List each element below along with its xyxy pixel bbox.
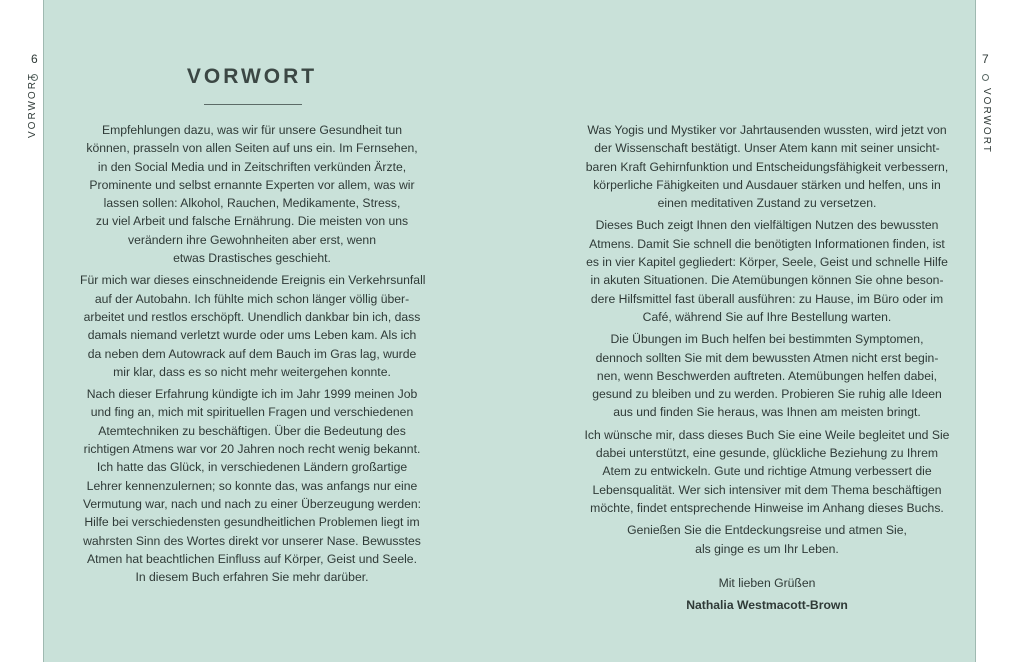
text-line: etwas Drastisches geschieht. xyxy=(173,251,331,266)
text-line: körperliche Fähigkeiten und Ausdauer stärken und helfen, uns in xyxy=(593,177,941,192)
text-line: aus und finden Sie heraus, was Ihnen am meisten bringt. xyxy=(613,405,921,420)
text-line: wahrsten Sinn des Wortes direkt vor unserer Nase. Bewusstes xyxy=(83,533,421,548)
heading-divider xyxy=(204,104,302,105)
text-line: Café, während Sie auf Ihre Bestellung warten. xyxy=(642,309,892,324)
text-line: zu viel Arbeit und falsche Ernährung. Die meisten von uns xyxy=(95,214,409,229)
paragraph xyxy=(80,121,424,267)
paragraph xyxy=(582,121,952,212)
text-line: als ginge es um Ihr Leben. xyxy=(695,541,839,556)
text-line: Lehrer kennenzulernen; so konnte das, was anfangs nur eine xyxy=(86,478,418,493)
text-line: es in vier Kapitel gegliedert: Körper, Seele, Geist und schnelle Hilfe xyxy=(586,255,948,270)
text-line: Atmen hat beachtlichen Einfluss auf Körper, Geist und Seele. xyxy=(87,551,417,566)
right-text-column xyxy=(582,121,952,614)
left-text-column xyxy=(80,121,424,590)
text-line: verändern ihre Gewohnheiten aber erst, wenn xyxy=(128,232,376,247)
paragraph xyxy=(582,330,952,421)
text-line: einen meditativen Zustand zu versetzen. xyxy=(657,196,877,211)
text-line: und fing an, mich mit spirituellen Fragen und verschiedenen xyxy=(90,405,414,420)
text-line: Genießen Sie die Entdeckungsreise und atmen Sie, xyxy=(627,523,907,538)
text-line: möchte, findet entsprechende Hinweise im Anhang dieses Buchs. xyxy=(590,500,944,515)
text-line: Atemtechniken zu beschäftigen. Über die Bedeutung des xyxy=(98,423,406,438)
side-running-head-left: VORWORT xyxy=(27,72,38,138)
text-line: Was Yogis und Mystiker vor Jahrtausenden wussten, wird jetzt von xyxy=(587,123,947,137)
side-running-head-right: VORWORT xyxy=(981,88,992,154)
text-line: können, prasseln von allen Seiten auf uns ein. Im Fernsehen, xyxy=(86,141,418,156)
text-line: in akuten Situationen. Die Atemübungen können Sie ohne beson- xyxy=(590,273,944,288)
chapter-heading: VORWORT xyxy=(186,65,318,88)
text-line: Atem zu entwickeln. Gute und richtige Atmung verbessert die xyxy=(602,464,932,479)
text-line: lassen sollen: Alkohol, Rauchen, Medikamente, Stress, xyxy=(103,196,401,211)
text-line: dennoch sollten Sie mit dem bewussten Atmen nicht erst begin- xyxy=(595,350,939,365)
text-line: Vermutung war, nach und nach zu einer Überzeugung werden: xyxy=(82,496,422,511)
page-number-right: 7 xyxy=(982,52,989,66)
text-line: arbeitet und restlos erschöpft. Unendlich dankbar bin ich, dass xyxy=(83,309,421,324)
text-line: dere Hilfsmittel fast überall ausführen: zu Hause, im Büro oder im xyxy=(590,291,944,306)
text-line: Ich wünsche mir, dass dieses Buch Sie eine Weile begleitet und Sie xyxy=(584,427,950,442)
text-line: auf der Autobahn. Ich fühlte mich schon länger völlig über- xyxy=(94,291,410,306)
paragraph xyxy=(80,385,424,586)
text-line: Für mich war dieses einschneidende Ereignis ein Verkehrsunfall xyxy=(80,273,426,288)
text-line: baren Kraft Gehirnfunktion und Entscheidungsfähigkeit verbessern, xyxy=(585,159,949,174)
text-line: Nach dieser Erfahrung kündigte ich im Jahr 1999 meinen Job xyxy=(86,387,418,402)
text-line: in den Social Media und in Zeitschriften verkünden Ärzte, xyxy=(97,159,407,174)
text-line: Hilfe bei verschiedensten gesundheitlichen Problemen liegt im xyxy=(84,515,420,530)
text-line: mir klar, dass es so nicht mehr weitergehen konnte. xyxy=(113,364,391,379)
paragraph xyxy=(582,216,952,326)
text-line: nen, wenn Beschwerden auftreten. Atemübungen helfen dabei, xyxy=(596,368,938,383)
text-line: Empfehlungen dazu, was wir für unsere Gesundheit tun xyxy=(101,123,403,137)
circle-ornament-icon xyxy=(982,74,989,81)
text-line: gesund zu bleiben und zu werden. Probieren Sie ruhig alle Ideen xyxy=(592,387,942,402)
text-line: Dieses Buch zeigt Ihnen den vielfältigen Nutzen des bewussten xyxy=(595,218,939,233)
text-line: dabei unterstützt, eine gesunde, glückliche Beziehung zu Ihrem xyxy=(595,446,939,461)
paragraph xyxy=(80,271,424,381)
text-line: richtigen Atmens war vor 20 Jahren noch recht wenig bekannt. xyxy=(83,442,421,457)
text-line: Lebensqualität. Wer sich intensiver mit dem Thema beschäftigen xyxy=(592,482,942,497)
paragraph xyxy=(582,521,952,558)
text-line: In diesem Buch erfahren Sie mehr darüber. xyxy=(135,570,369,585)
paragraph xyxy=(582,426,952,517)
text-line: damals niemand verletzt wurde oder ums Leben kam. Als ich xyxy=(87,328,417,343)
closing-greeting: Mit lieben Grüßen xyxy=(718,575,816,590)
text-line: der Wissenschaft bestätigt. Unser Atem kann mit seiner unsicht- xyxy=(594,141,940,156)
author-signature: Nathalia Westmacott-Brown xyxy=(686,598,848,613)
text-line: Die Übungen im Buch helfen bei bestimmten Symptomen, xyxy=(610,332,924,347)
text-line: Atmens. Damit Sie schnell die benötigten Informationen finden, ist xyxy=(589,236,945,251)
text-line: Prominente und selbst ernannte Experten vor allem, was wir xyxy=(89,177,415,192)
page-number-left: 6 xyxy=(31,52,38,66)
text-line: Ich hatte das Glück, in verschiedenen Ländern großartige xyxy=(96,460,408,475)
text-line: da neben dem Autowrack auf dem Bauch im Gras lag, wurde xyxy=(87,346,417,361)
